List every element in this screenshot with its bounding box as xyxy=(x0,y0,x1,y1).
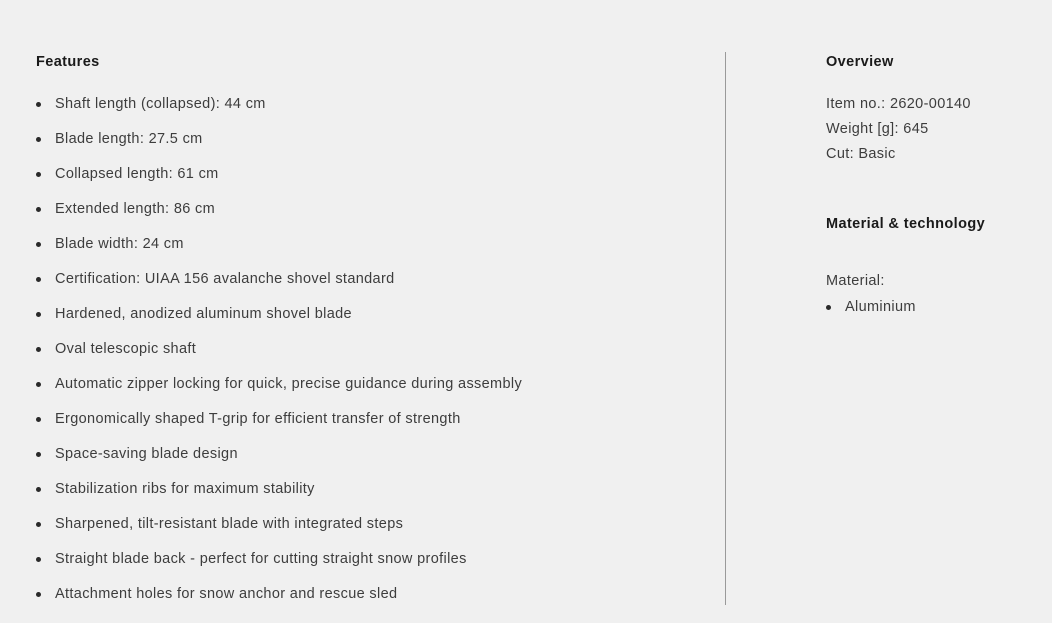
features-list xyxy=(36,94,696,619)
feature-item: Straight blade back - perfect for cutting straight snow profiles xyxy=(36,549,696,584)
feature-item: Shaft length (collapsed): 44 cm xyxy=(36,94,696,129)
material-list xyxy=(826,297,1046,317)
feature-item: Automatic zipper locking for quick, precise guidance during assembly xyxy=(36,374,696,409)
feature-item: Space-saving blade design xyxy=(36,444,696,479)
cut-value: Cut: Basic xyxy=(826,146,896,162)
item-number: Item no.: 2620-00140 xyxy=(826,96,971,112)
overview-details xyxy=(826,92,1046,167)
material-label: Material: xyxy=(826,273,885,289)
feature-item: Ergonomically shaped T-grip for efficient transfer of strength xyxy=(36,409,696,444)
feature-item: Blade length: 27.5 cm xyxy=(36,129,696,164)
feature-item: Extended length: 86 cm xyxy=(36,199,696,234)
feature-item: Attachment holes for snow anchor and rescue sled xyxy=(36,584,696,619)
overview-heading: Overview xyxy=(826,54,894,70)
feature-item: Blade width: 24 cm xyxy=(36,234,696,269)
feature-item: Sharpened, tilt-resistant blade with integrated steps xyxy=(36,514,696,549)
feature-item: Certification: UIAA 156 avalanche shovel standard xyxy=(36,269,696,304)
features-heading: Features xyxy=(36,54,100,70)
column-divider xyxy=(725,52,726,605)
feature-item: Hardened, anodized aluminum shovel blade xyxy=(36,304,696,339)
material-technology-heading: Material & technology xyxy=(826,216,986,232)
feature-item: Stabilization ribs for maximum stability xyxy=(36,479,696,514)
features-section xyxy=(36,52,696,619)
product-details-sidebar xyxy=(826,52,1046,317)
feature-item: Collapsed length: 61 cm xyxy=(36,164,696,199)
weight-value: Weight [g]: 645 xyxy=(826,121,929,137)
feature-item: Oval telescopic shaft xyxy=(36,339,696,374)
material-item: Aluminium xyxy=(826,297,1046,317)
